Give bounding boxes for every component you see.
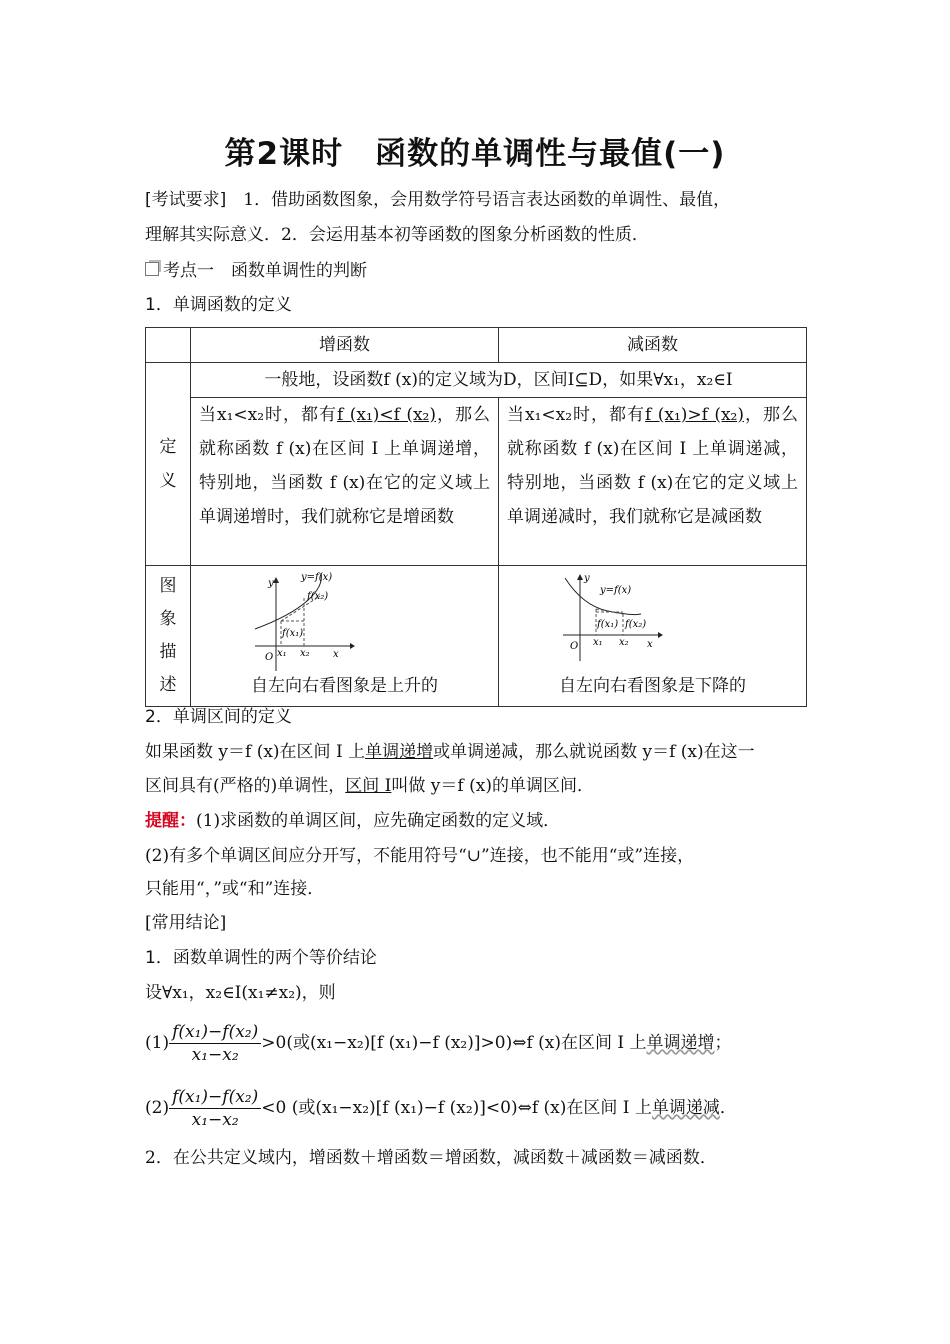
x-axis-label: x (646, 639, 653, 650)
origin-label: O (264, 652, 273, 663)
inc-pre: 当x₁<x₂时，都有 (199, 405, 338, 425)
dec-condition: f (x₁)>f (x₂) (645, 405, 744, 425)
monotonic-definition-table (145, 327, 807, 707)
wavy-text: 单调递增 (646, 1033, 715, 1053)
fraction (169, 1086, 261, 1131)
decreasing-definition (499, 398, 807, 566)
text: 如果函数 y＝f (x)在区间 I 上 (145, 742, 366, 762)
graph-label: 图象描述 (146, 566, 191, 707)
formula-1 (145, 1020, 732, 1066)
denominator: x₁−x₂ (191, 1045, 239, 1065)
conclusion-1-setup: 设∀x₁，x₂∈I(x₁≠x₂)，则 (145, 983, 336, 1003)
index: (1) (145, 1033, 170, 1053)
text: >0(或(x₁−x₂)[f (x₁)−f (x₂)]>0)⇔f (x)在区间 I 上 (261, 1033, 647, 1053)
underlined-text: 区间 I (345, 776, 392, 796)
requirements-line-2: 理解其实际意义．2．会运用基本初等函数的图象分析函数的性质． (145, 225, 649, 245)
inc-post: ，那么就称函数 f (x)在区间 I 上单调递增，特别地，当函数 f (x)在它的定义域上单调递增时，我们就称它是增函数 (199, 405, 490, 527)
text: 区间具有(严格的)单调性， (145, 776, 346, 796)
conclusion-2: 2．在公共定义域内，增函数＋增函数＝增函数，减函数＋减函数＝减函数． (145, 1148, 717, 1168)
x2-label: x₂ (618, 637, 629, 648)
decreasing-caption: 自左向右看图象是下降的 (559, 676, 746, 696)
reminder-line-1 (145, 810, 560, 832)
requirements-line-1 (145, 189, 730, 211)
denominator: x₁−x₂ (191, 1110, 239, 1130)
text: 或单调递减，那么就说函数 y＝f (x)在这一 (433, 742, 755, 762)
origin-label: O (569, 641, 578, 652)
y-axis-label: y (583, 573, 590, 584)
fx2-label: f(x₂) (306, 591, 328, 602)
x2-label: x₂ (299, 648, 310, 659)
curve-label: y=f(x) (300, 572, 332, 583)
fx2-label: f(x₂) (624, 619, 646, 630)
interval-def-line-1 (145, 741, 755, 763)
header-decreasing: 减函数 (499, 328, 807, 363)
dec-post: ，那么就称函数 f (x)在区间 I 上单调递减，特别地，当函数 f (x)在它的定义域上单调递减时，我们就称它是减函数 (507, 405, 798, 527)
text: 叫做 y＝f (x)的单调区间． (391, 776, 594, 796)
requirements-label: [考试要求] (145, 190, 227, 210)
subheading-2: 2．单调区间的定义 (145, 707, 292, 727)
increasing-definition (191, 398, 499, 566)
subheading-1: 1．单调函数的定义 (145, 295, 292, 315)
fx1-label: f(x₁) (281, 628, 303, 639)
reminder-line-3: 只能用“，”或“和”连接． (145, 879, 325, 899)
dec-pre: 当x₁<x₂时，都有 (507, 405, 646, 425)
text: ． (719, 1098, 737, 1118)
fraction (169, 1021, 261, 1066)
page-title: 第2课时 函数的单调性与最值(一) (224, 136, 726, 172)
reminder-label: 提醒： (145, 811, 196, 831)
definition-label: 定义 (146, 363, 191, 566)
increasing-graph (245, 571, 445, 671)
conclusion-1-heading: 1．函数单调性的两个等价结论 (145, 948, 377, 968)
decreasing-graph (553, 571, 753, 671)
requirements-text: 1．借助函数图象，会用数学符号语言表达函数的单调性、最值， (226, 190, 731, 210)
reminder-line-2: (2)有多个单调区间应分开写，不能用符号“∪”连接，也不能用“或”连接， (145, 846, 695, 866)
corner-cell (146, 328, 191, 363)
common-conclusions-label: [常用结论] (145, 913, 227, 933)
y-axis-label: y (267, 578, 274, 589)
curve-label: y=f(x) (599, 585, 631, 596)
section-heading (145, 260, 367, 282)
header-increasing: 增函数 (191, 328, 499, 363)
text: ； (714, 1033, 732, 1053)
increasing-caption: 自左向右看图象是上升的 (251, 676, 438, 696)
underlined-text: 单调递增 (365, 742, 434, 762)
section-icon (145, 262, 159, 276)
text: <0 (或(x₁−x₂)[f (x₁)−f (x₂)]<0)⇔f (x)在区间 I 上 (261, 1098, 652, 1118)
index: (2) (145, 1098, 170, 1118)
interval-def-line-2 (145, 775, 594, 797)
numerator: f(x₁)−f(x₂) (169, 1021, 261, 1044)
x1-label: x₁ (276, 648, 287, 659)
wavy-text: 单调递减 (651, 1098, 720, 1118)
decreasing-graph-cell (499, 566, 807, 707)
numerator: f(x₁)−f(x₂) (169, 1086, 261, 1109)
x1-label: x₁ (592, 637, 603, 648)
formula-2 (145, 1085, 737, 1131)
section-title: 考点一 函数单调性的判断 (163, 261, 367, 281)
fx1-label: f(x₁) (596, 619, 618, 630)
x-axis-label: x (332, 649, 339, 660)
reminder-text: (1)求函数的单调区间，应先确定函数的定义域． (196, 811, 561, 831)
inc-condition: f (x₁)<f (x₂) (337, 405, 436, 425)
increasing-graph-cell (191, 566, 499, 707)
common-condition: 一般地，设函数f (x)的定义域为D，区间I⊆D，如果∀x₁，x₂∈I (191, 363, 807, 398)
